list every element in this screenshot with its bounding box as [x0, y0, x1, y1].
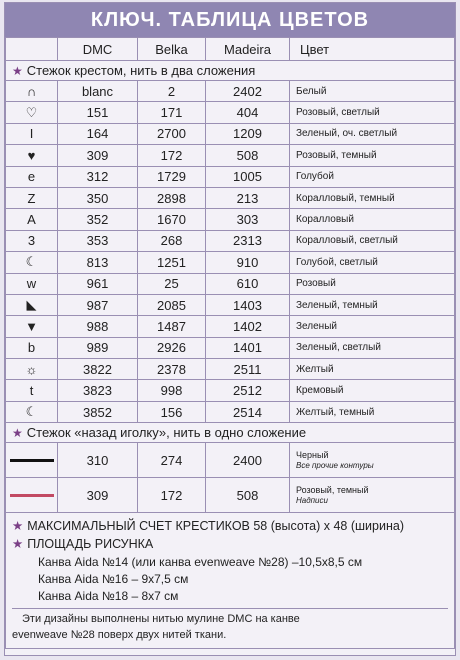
table-row: [6, 401, 455, 422]
madeira-cell: 1005: [206, 166, 290, 187]
letter-b-icon: b: [27, 340, 36, 356]
backstitch-rows: [6, 443, 455, 513]
symbol-cell: [6, 401, 58, 422]
dmc-cell: 3823: [58, 380, 138, 401]
dmc-cell: 3852: [58, 401, 138, 422]
belka-cell: 274: [138, 443, 206, 478]
color-key-table: [5, 37, 455, 649]
dmc-cell: 813: [58, 252, 138, 273]
madeira-cell: 508: [206, 145, 290, 166]
belka-cell: 1670: [138, 209, 206, 230]
table-row: [6, 443, 455, 478]
table-row: [6, 294, 455, 315]
color-name-cell: Белый: [290, 81, 455, 102]
color-name: Розовый, темный: [296, 484, 369, 495]
color-name-cell: Зеленый, оч. светлый: [290, 123, 455, 144]
letter-t-icon: t: [29, 383, 34, 399]
table-row: [6, 273, 455, 294]
madeira-cell: 1402: [206, 316, 290, 337]
dmc-cell: 989: [58, 337, 138, 358]
color-name-cell: Коралловый: [290, 209, 455, 230]
design-note-line-1: Эти дизайны выполнены нитью мулине DMC на канве: [12, 608, 448, 628]
belka-cell: 1729: [138, 166, 206, 187]
letter-z-icon: Z: [27, 190, 36, 206]
table-row: [6, 187, 455, 208]
letter-e-icon: e: [27, 169, 36, 185]
symbol-cell: [6, 443, 58, 478]
madeira-cell: 303: [206, 209, 290, 230]
color-name-cell: Розовый, темный: [290, 145, 455, 166]
page-title: КЛЮЧ. ТАБЛИЦА ЦВЕТОВ: [5, 3, 455, 37]
section-backstitch: [6, 423, 455, 443]
table-row: [6, 145, 455, 166]
info-row: [6, 513, 455, 648]
dmc-cell: 164: [58, 123, 138, 144]
color-name-cell: Голубой, светлый: [290, 252, 455, 273]
usage-note: Надписи: [296, 495, 328, 505]
color-key-sheet: [4, 2, 456, 656]
madeira-cell: 2514: [206, 401, 290, 422]
belka-cell: 998: [138, 380, 206, 401]
symbol-cell: [6, 81, 58, 102]
design-area-title: ПЛОЩАДЬ РИСУНКА: [27, 537, 154, 552]
dmc-cell: 309: [58, 145, 138, 166]
madeira-cell: 910: [206, 252, 290, 273]
color-name-cell: Розовый: [290, 273, 455, 294]
table-row: [6, 337, 455, 358]
color-name-cell: Коралловый, светлый: [290, 230, 455, 251]
dmc-cell: 961: [58, 273, 138, 294]
color-name-cell: [290, 443, 455, 478]
dmc-cell: 987: [58, 294, 138, 315]
triangle-down-icon: ▼: [25, 318, 38, 334]
dmc-cell: 310: [58, 443, 138, 478]
madeira-cell: 213: [206, 187, 290, 208]
color-column-header: Цвет: [290, 38, 455, 61]
symbol-cell: [6, 123, 58, 144]
madeira-cell: 2400: [206, 443, 290, 478]
belka-cell: 172: [138, 478, 206, 513]
max-stitch-count: МАКСИМАЛЬНЫЙ СЧЕТ КРЕСТИКОВ 58 (высота) х 48 (ширина): [27, 519, 404, 534]
belka-cell: 2898: [138, 187, 206, 208]
star-icon: ★: [12, 537, 24, 552]
block-k-icon: ◣: [26, 297, 37, 313]
canvas-size-1: Канва Aida №14 (или канва evenweave №28) –10,5х8,5 см: [38, 554, 363, 569]
symbol-cell: [6, 478, 58, 513]
dmc-cell: 151: [58, 102, 138, 123]
belka-cell: 2085: [138, 294, 206, 315]
symbol-cell: [6, 230, 58, 251]
canvas-size-2: Канва Aida №16 – 9х7,5 см: [38, 571, 189, 586]
belka-column-header: Belka: [138, 38, 206, 61]
symbol-column-header: [6, 38, 58, 61]
madeira-cell: 2511: [206, 359, 290, 380]
symbol-cell: [6, 102, 58, 123]
color-name-cell: Желтый, темный: [290, 401, 455, 422]
symbol-cell: [6, 359, 58, 380]
dmc-cell: 988: [58, 316, 138, 337]
black-line-icon: [10, 459, 54, 462]
dmc-cell: 309: [58, 478, 138, 513]
section-cross-stitch: [6, 61, 455, 81]
madeira-cell: 1209: [206, 123, 290, 144]
symbol-cell: [6, 337, 58, 358]
heart-filled-icon: ♥: [27, 147, 36, 163]
color-name-cell: Желтый: [290, 359, 455, 380]
heart-outline-icon: ♡: [25, 104, 38, 120]
design-note-line-2: evenweave №28 поверх двух нитей ткани.: [12, 628, 227, 641]
usage-note: Все прочие контуры: [296, 460, 374, 470]
symbol-cell: [6, 380, 58, 401]
symbol-cell: [6, 273, 58, 294]
dmc-column-header: DMC: [58, 38, 138, 61]
color-name: Черный: [296, 449, 329, 460]
sun-icon: ☼: [25, 361, 38, 377]
red-line-icon: [10, 494, 54, 497]
canvas-size-3: Канва Aida №18 – 8х7 см: [38, 589, 179, 604]
color-name-cell: Зеленый, светлый: [290, 337, 455, 358]
table-row: [6, 209, 455, 230]
madeira-cell: 2402: [206, 81, 290, 102]
table-row: [6, 166, 455, 187]
belka-cell: 1487: [138, 316, 206, 337]
dmc-cell: 3822: [58, 359, 138, 380]
dmc-cell: 353: [58, 230, 138, 251]
symbol-cell: [6, 316, 58, 337]
symbol-cell: [6, 187, 58, 208]
belka-cell: 2700: [138, 123, 206, 144]
table-row: [6, 380, 455, 401]
color-name-cell: Розовый, светлый: [290, 102, 455, 123]
color-name-cell: Зеленый, темный: [290, 294, 455, 315]
belka-cell: 268: [138, 230, 206, 251]
color-name-cell: Голубой: [290, 166, 455, 187]
star-icon: ★: [12, 519, 24, 534]
color-name-cell: Коралловый, темный: [290, 187, 455, 208]
belka-cell: 2926: [138, 337, 206, 358]
cross-stitch-rows: [6, 81, 455, 423]
color-name-cell: Зеленый: [290, 316, 455, 337]
belka-cell: 25: [138, 273, 206, 294]
dmc-cell: 350: [58, 187, 138, 208]
madeira-cell: 2313: [206, 230, 290, 251]
dmc-cell: 352: [58, 209, 138, 230]
dmc-cell: 312: [58, 166, 138, 187]
table-row: [6, 316, 455, 337]
madeira-cell: 404: [206, 102, 290, 123]
table-row: [6, 81, 455, 102]
section-title: Стежок крестом, нить в два сложения: [26, 63, 256, 78]
symbol-cell: [6, 294, 58, 315]
symbol-cell: [6, 166, 58, 187]
madeira-cell: 610: [206, 273, 290, 294]
madeira-cell: 2512: [206, 380, 290, 401]
dmc-cell: blanc: [58, 81, 138, 102]
table-row: [6, 123, 455, 144]
belka-cell: 2: [138, 81, 206, 102]
belka-cell: 171: [138, 102, 206, 123]
crescent-icon: ☾: [25, 254, 38, 270]
letter-a-icon: A: [27, 212, 36, 228]
symbol-cell: [6, 145, 58, 166]
moon-block-icon: ☾: [25, 404, 38, 420]
belka-cell: 156: [138, 401, 206, 422]
star-icon: ★: [12, 426, 23, 441]
madeira-cell: 1403: [206, 294, 290, 315]
table-row: [6, 230, 455, 251]
madeira-column-header: Madeira: [206, 38, 290, 61]
digit-3-icon: 3: [27, 233, 36, 249]
arc-icon: ∩: [26, 83, 37, 99]
letter-i-icon: I: [29, 126, 34, 142]
symbol-cell: [6, 209, 58, 230]
madeira-cell: 508: [206, 478, 290, 513]
table-row: [6, 478, 455, 513]
star-icon: ★: [12, 64, 23, 78]
column-header-row: [6, 38, 455, 61]
table-row: [6, 102, 455, 123]
color-name-cell: Кремовый: [290, 380, 455, 401]
letter-w-icon: w: [26, 276, 37, 292]
table-row: [6, 359, 455, 380]
belka-cell: 2378: [138, 359, 206, 380]
madeira-cell: 1401: [206, 337, 290, 358]
table-row: [6, 252, 455, 273]
belka-cell: 172: [138, 145, 206, 166]
section-title: Стежок «назад иголку», нить в одно сложение: [26, 425, 307, 441]
symbol-cell: [6, 252, 58, 273]
belka-cell: 1251: [138, 252, 206, 273]
color-name-cell: [290, 478, 455, 513]
